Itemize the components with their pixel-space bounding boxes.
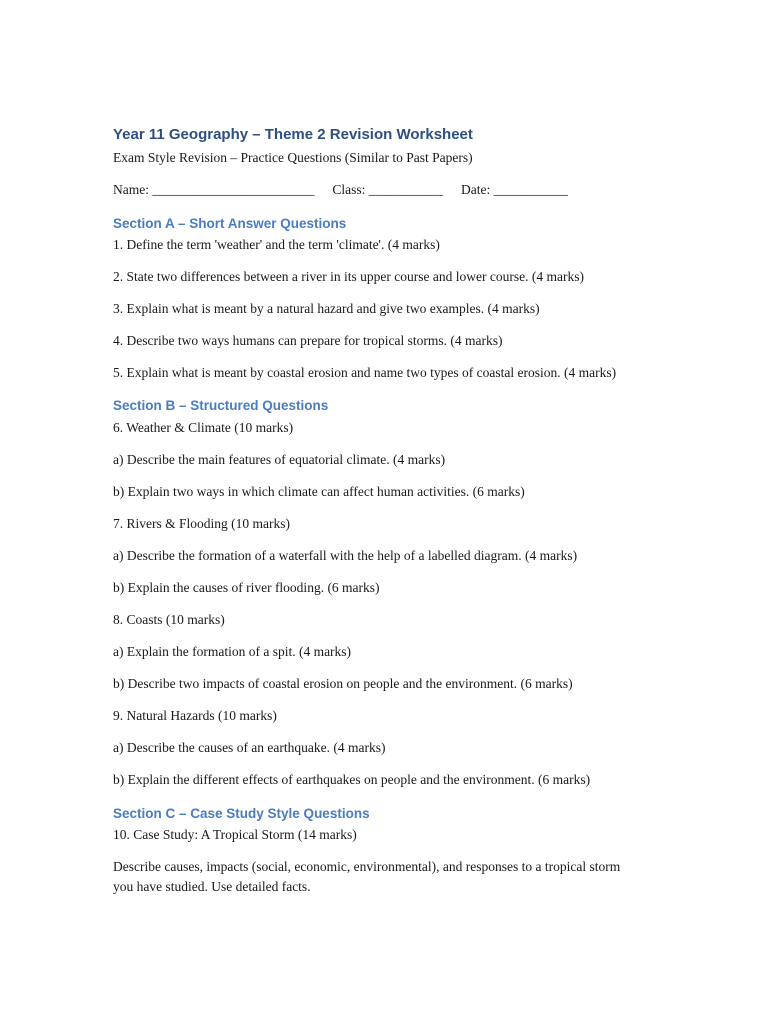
- date-field-label: Date: ___________: [461, 182, 568, 197]
- question-7: 7. Rivers & Flooding (10 marks): [113, 516, 290, 531]
- question-3: 3. Explain what is meant by a natural hazard and give two examples. (4 marks): [113, 301, 540, 316]
- name-field-label: Name: ________________________: [113, 182, 315, 197]
- question-5: 5. Explain what is meant by coastal erosion and name two types of coastal erosion. (4 marks): [113, 365, 617, 380]
- section-a-heading: Section A – Short Answer Questions: [113, 216, 347, 231]
- question-4: 4. Describe two ways humans can prepare for tropical storms. (4 marks): [113, 333, 503, 348]
- student-details-row: [113, 180, 653, 200]
- question-6: 6. Weather & Climate (10 marks): [113, 420, 294, 435]
- question-1: 1. Define the term 'weather' and the term 'climate'. (4 marks): [113, 237, 440, 252]
- question-10-prompt: Describe causes, impacts (social, economic, environmental), and responses to a tropical storm you have studied. Use detailed facts.: [113, 859, 621, 894]
- question-6a: a) Describe the main features of equatorial climate. (4 marks): [113, 452, 446, 467]
- worksheet-subtitle: Exam Style Revision – Practice Questions (Similar to Past Papers): [113, 150, 473, 165]
- question-9: 9. Natural Hazards (10 marks): [113, 708, 277, 723]
- question-10: 10. Case Study: A Tropical Storm (14 marks): [113, 827, 357, 842]
- question-9a: a) Describe the causes of an earthquake. (4 marks): [113, 740, 386, 755]
- class-field-label: Class: ___________: [332, 182, 444, 197]
- worksheet-page: [113, 124, 653, 897]
- section-c-heading: Section C – Case Study Style Questions: [113, 806, 370, 821]
- question-6b: b) Explain two ways in which climate can affect human activities. (6 marks): [113, 484, 525, 499]
- question-2: 2. State two differences between a river in its upper course and lower course. (4 marks): [113, 269, 584, 284]
- question-9b: b) Explain the different effects of earthquakes on people and the environment. (6 marks): [113, 772, 591, 787]
- question-8: 8. Coasts (10 marks): [113, 612, 225, 627]
- question-7b: b) Explain the causes of river flooding. (6 marks): [113, 580, 380, 595]
- question-7a: a) Describe the formation of a waterfall with the help of a labelled diagram. (4 marks): [113, 548, 578, 563]
- section-b-heading: Section B – Structured Questions: [113, 398, 329, 413]
- question-8a: a) Explain the formation of a spit. (4 marks): [113, 644, 352, 659]
- worksheet-title: Year 11 Geography – Theme 2 Revision Worksheet: [113, 126, 473, 143]
- question-8b: b) Describe two impacts of coastal erosion on people and the environment. (6 marks): [113, 676, 573, 691]
